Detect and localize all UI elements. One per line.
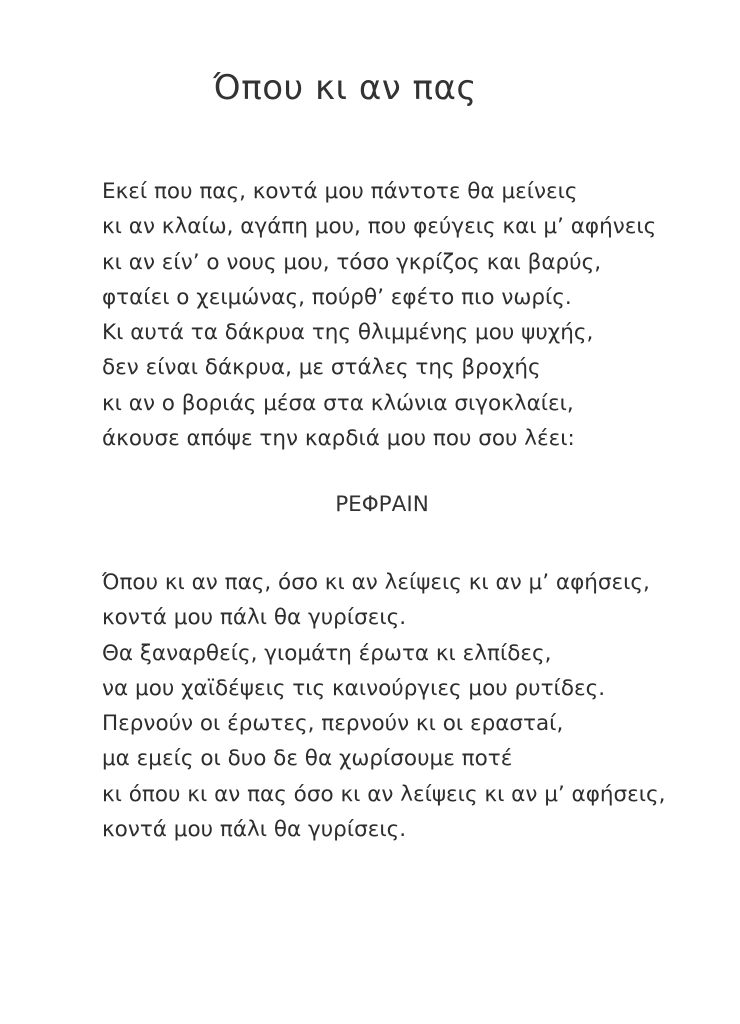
- verse-line: Εκεί που πας, κοντά μου πάντοτε θα μείνεις: [102, 179, 578, 204]
- chorus-line: Όπου κι αν πας, όσο κι αν λείψεις κι αν μ’ αφήσεις,: [102, 570, 650, 595]
- verse-line: άκουσε απόψε την καρδιά μου που σου λέει:: [102, 426, 575, 452]
- page-title: Όπου κι αν πας: [213, 68, 477, 108]
- chorus-line: κι όπου κι αν πας όσο κι αν λείψεις κι αν μ’ αφήσεις,: [102, 781, 666, 807]
- verse-line: φταίει ο χειμώνας, πούρθ’ εφέτο πιο νωρίς.: [102, 284, 572, 310]
- chorus-line: κοντά μου πάλι θα γυρίσεις.: [102, 605, 407, 631]
- chorus-line: να μου χαϊδέψεις τις καινούργιες μου ρυτίδες.: [102, 675, 606, 701]
- chorus-line: Θα ξαναρθείς, γιομάτη έρωτα κι ελπίδες,: [102, 640, 552, 666]
- verse-stanza: [102, 174, 656, 456]
- refrain-heading: ΡΕΦΡΑΙΝ: [335, 492, 429, 517]
- chorus-line: μα εμείς οι δυο δε θα χωρίσουμε ποτέ: [102, 746, 513, 772]
- chorus-line: Περνούν οι έρωτες, περνούν κι οι εραστaί,: [102, 711, 564, 737]
- verse-line: Κι αυτά τα δάκρυα της θλιμμένης μου ψυχής,: [102, 320, 594, 346]
- chorus-stanza: [102, 565, 666, 847]
- verse-line: κι αν είν’ ο νους μου, τόσο γκρίζος και βαρύς,: [102, 249, 602, 275]
- verse-line: κι αν ο βοριάς μέσα στα κλώνια σιγοκλαίει,: [102, 390, 574, 416]
- verse-line: κι αν κλαίω, αγάπη μου, που φεύγεις και μ’ αφήνεις: [102, 214, 657, 240]
- verse-line: δεν είναι δάκρυα, με στάλες της βροχής: [102, 355, 541, 381]
- chorus-line: κοντά μου πάλι θα γυρίσεις.: [102, 817, 407, 843]
